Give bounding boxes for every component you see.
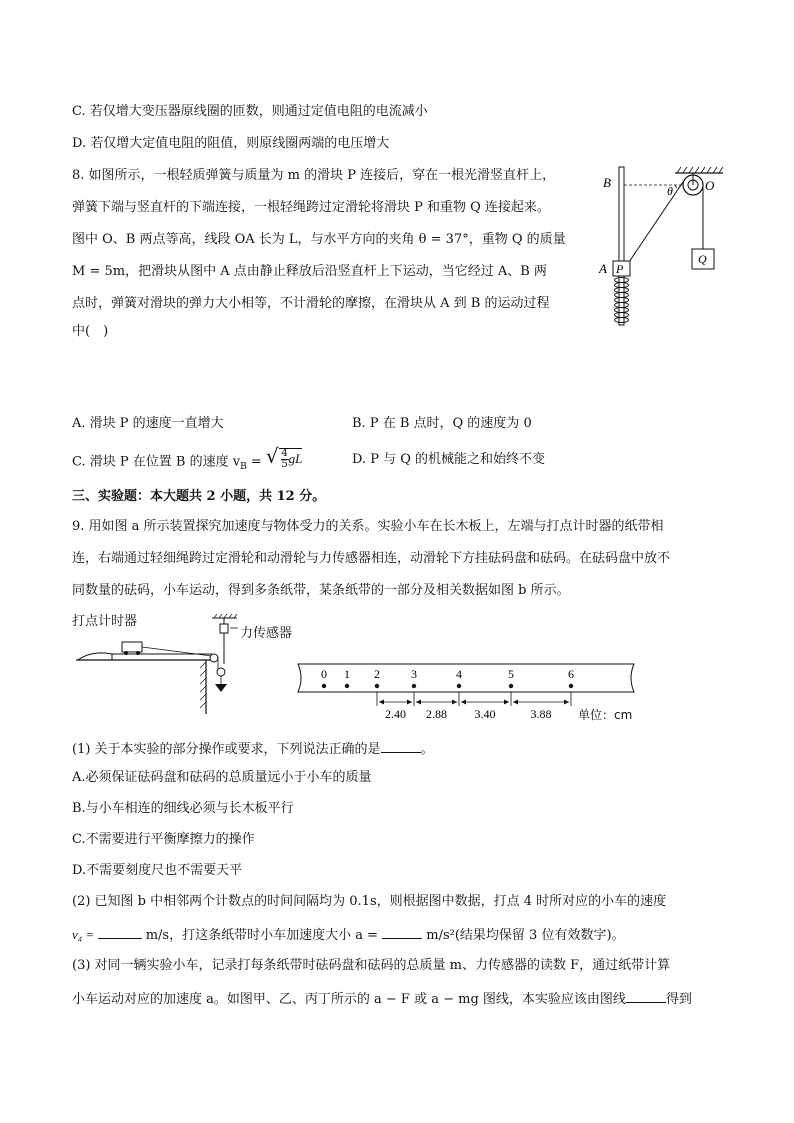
tape-unit: 单位：cm: [578, 708, 633, 722]
q9-sub2-line-1: (2) 已知图 b 中相邻两个计数点的时间间隔均为 0.1s，则根据图中数据，打点 4 时所对应的小车的速度: [72, 894, 667, 909]
q8-line-4: M = 5m，把滑块从图中 A 点由静止释放后沿竖直杆上下运动，当它经过 A、B 两: [72, 264, 547, 279]
tape-point-5: [509, 684, 513, 688]
tape-point-label-0: 0: [321, 667, 327, 681]
q9-sub3-end: 得到: [665, 992, 692, 1007]
vertical-rod: [619, 167, 624, 325]
tape-point-4: [457, 684, 461, 688]
tape-point-1: [345, 684, 349, 688]
q8-option-c-eq: =: [246, 454, 266, 470]
fixed-pulley-icon: [210, 654, 218, 662]
section-3-heading: 三、实验题：本大题共 2 小题，共 12 分。: [72, 489, 326, 504]
distance-label: 2.88: [426, 707, 447, 721]
distance-label: 3.88: [530, 707, 552, 721]
q8-option-d: D. P 与 Q 的机械能之和始终不变: [352, 452, 546, 467]
q9-line-2: 连，右端通过轻细绳跨过定滑轮和动滑轮与力传感器相连，动滑轮下方挂砝码盘和砝码。在砝码盘中放不: [72, 551, 671, 566]
q9-line-3: 同数量的砝码，小车运动，得到多条纸带，某条纸带的一部分及相关数据如图 b 所示。: [72, 583, 570, 598]
q8-option-c-prefix: C. 滑块 P 在位置 B 的速度 v: [72, 454, 241, 470]
q9-opt-d: D.不需要刻度尺也不需要天平: [72, 863, 243, 878]
q8-option-a: A. 滑块 P 的速度一直增大: [72, 416, 224, 431]
tape-point-label-4: 4: [456, 667, 462, 681]
option-d-prev: D. 若仅增大定值电阻的阻值，则原线圈两端的电压增大: [72, 136, 390, 151]
q9-sub2-unit1: m/s，打这条纸带时小车加速度大小 a =: [141, 928, 383, 943]
q9-sub3-line-2: [72, 988, 692, 1010]
option-c-prev: C. 若仅增大变压器原线圈的匝数，则通过定值电阻的电流减小: [72, 104, 428, 119]
tape-point-3: [412, 684, 416, 688]
q9-sub3-text: 小车运动对应的加速度 a。如图甲、乙、丙丁所示的 a − F 或 a − mg 图线，本实验应该由图线: [72, 992, 626, 1007]
tape-point-label-1: 1: [344, 667, 350, 681]
tape-point-label-2: 2: [374, 667, 380, 681]
q9-sub1-text: (1) 关于本实验的部分操作或要求，下列说法正确的是: [72, 742, 381, 757]
q9-opt-b: B.与小车相连的细线必须与长木板平行: [72, 801, 294, 816]
q8-option-c-sub: B: [240, 462, 247, 473]
q8-line-6: 中( ): [72, 324, 109, 339]
label-q: Q: [698, 252, 707, 266]
answer-blank-a[interactable]: [382, 924, 422, 939]
timer-icon: [78, 653, 112, 660]
label-p: P: [616, 262, 624, 276]
answer-blank-3[interactable]: [626, 988, 666, 1003]
q8-figure: [595, 165, 725, 335]
q9-sub1: [72, 738, 434, 760]
cart-icon: [122, 642, 142, 652]
tape-point-0: [322, 684, 326, 688]
q8-option-c: [72, 444, 303, 477]
distance-label: 3.40: [474, 707, 496, 721]
tape-point-label-3: 3: [411, 667, 417, 681]
tape-point-label-5: 5: [508, 667, 514, 681]
q9-opt-a: A.必须保证砝码盘和砝码的总质量远小于小车的质量: [72, 770, 372, 785]
tape-point-6: [569, 684, 573, 688]
q9-sub3-line-1: (3) 对同一辆实验小车，记录打每条纸带时砝码盘和砝码的总质量 m、力传感器的读数 F，通过纸带计算: [72, 958, 671, 973]
weight-pan-icon: [215, 684, 227, 692]
answer-blank-v4[interactable]: [98, 924, 142, 939]
figure-a: [72, 614, 242, 714]
label-b: B: [603, 175, 611, 190]
moving-pulley-icon: [217, 668, 225, 676]
sensor-label: 力传感器: [240, 626, 293, 641]
q8-option-c-tail: gL: [288, 451, 303, 466]
answer-blank-1[interactable]: [381, 738, 421, 753]
q8-line-1: 8. 如图所示，一根轻质弹簧与质量为 m 的滑块 P 连接后，穿在一根光滑竖直杆上，: [72, 168, 556, 183]
frac-den: 5: [281, 459, 288, 470]
force-sensor: [220, 624, 228, 633]
sqrt-expression: √ $\frac{4}{5}$ gL: [265, 444, 303, 470]
q9-sub2-line-2: [72, 924, 625, 946]
timer-label: 打点计时器: [72, 614, 138, 629]
q8-line-5: 点时，弹簧对滑块的弹力大小相等，不计滑轮的摩擦，在滑块从 A 到 B 的运动过程: [72, 296, 550, 311]
label-o: O: [705, 178, 715, 193]
q9-opt-c: C.不需要进行平衡摩擦力的操作: [72, 832, 255, 847]
q9-line-1: 9. 用如图 a 所示装置探究加速度与物体受力的关系。实验小车在长木板上，左端与打点计时器的纸带相: [72, 519, 664, 534]
q9-sub2-v: v₄ =: [72, 927, 98, 942]
tape-point-2: [375, 684, 379, 688]
label-a: A: [599, 261, 607, 276]
distance-label: 2.40: [385, 707, 406, 721]
q9-sub1-end: 。: [420, 742, 434, 757]
q8-line-3: 图中 O、B 两点等高，线段 OA 长为 L，与水平方向的夹角 θ = 37°，重物 Q 的质量: [72, 232, 566, 247]
frac-num: 4: [281, 448, 288, 459]
q8-line-2: 弹簧下端与竖直杆的下端连接，一根轻绳跨过定滑轮将滑块 P 和重物 Q 连接起来。: [72, 200, 550, 215]
q9-sub2-unit2: m/s²(结果均保留 3 位有效数字)。: [422, 928, 625, 943]
tape-point-label-6: 6: [568, 667, 574, 681]
label-theta: θ: [667, 184, 673, 198]
q8-option-b: B. P 在 B 点时，Q 的速度为 0: [352, 416, 532, 431]
